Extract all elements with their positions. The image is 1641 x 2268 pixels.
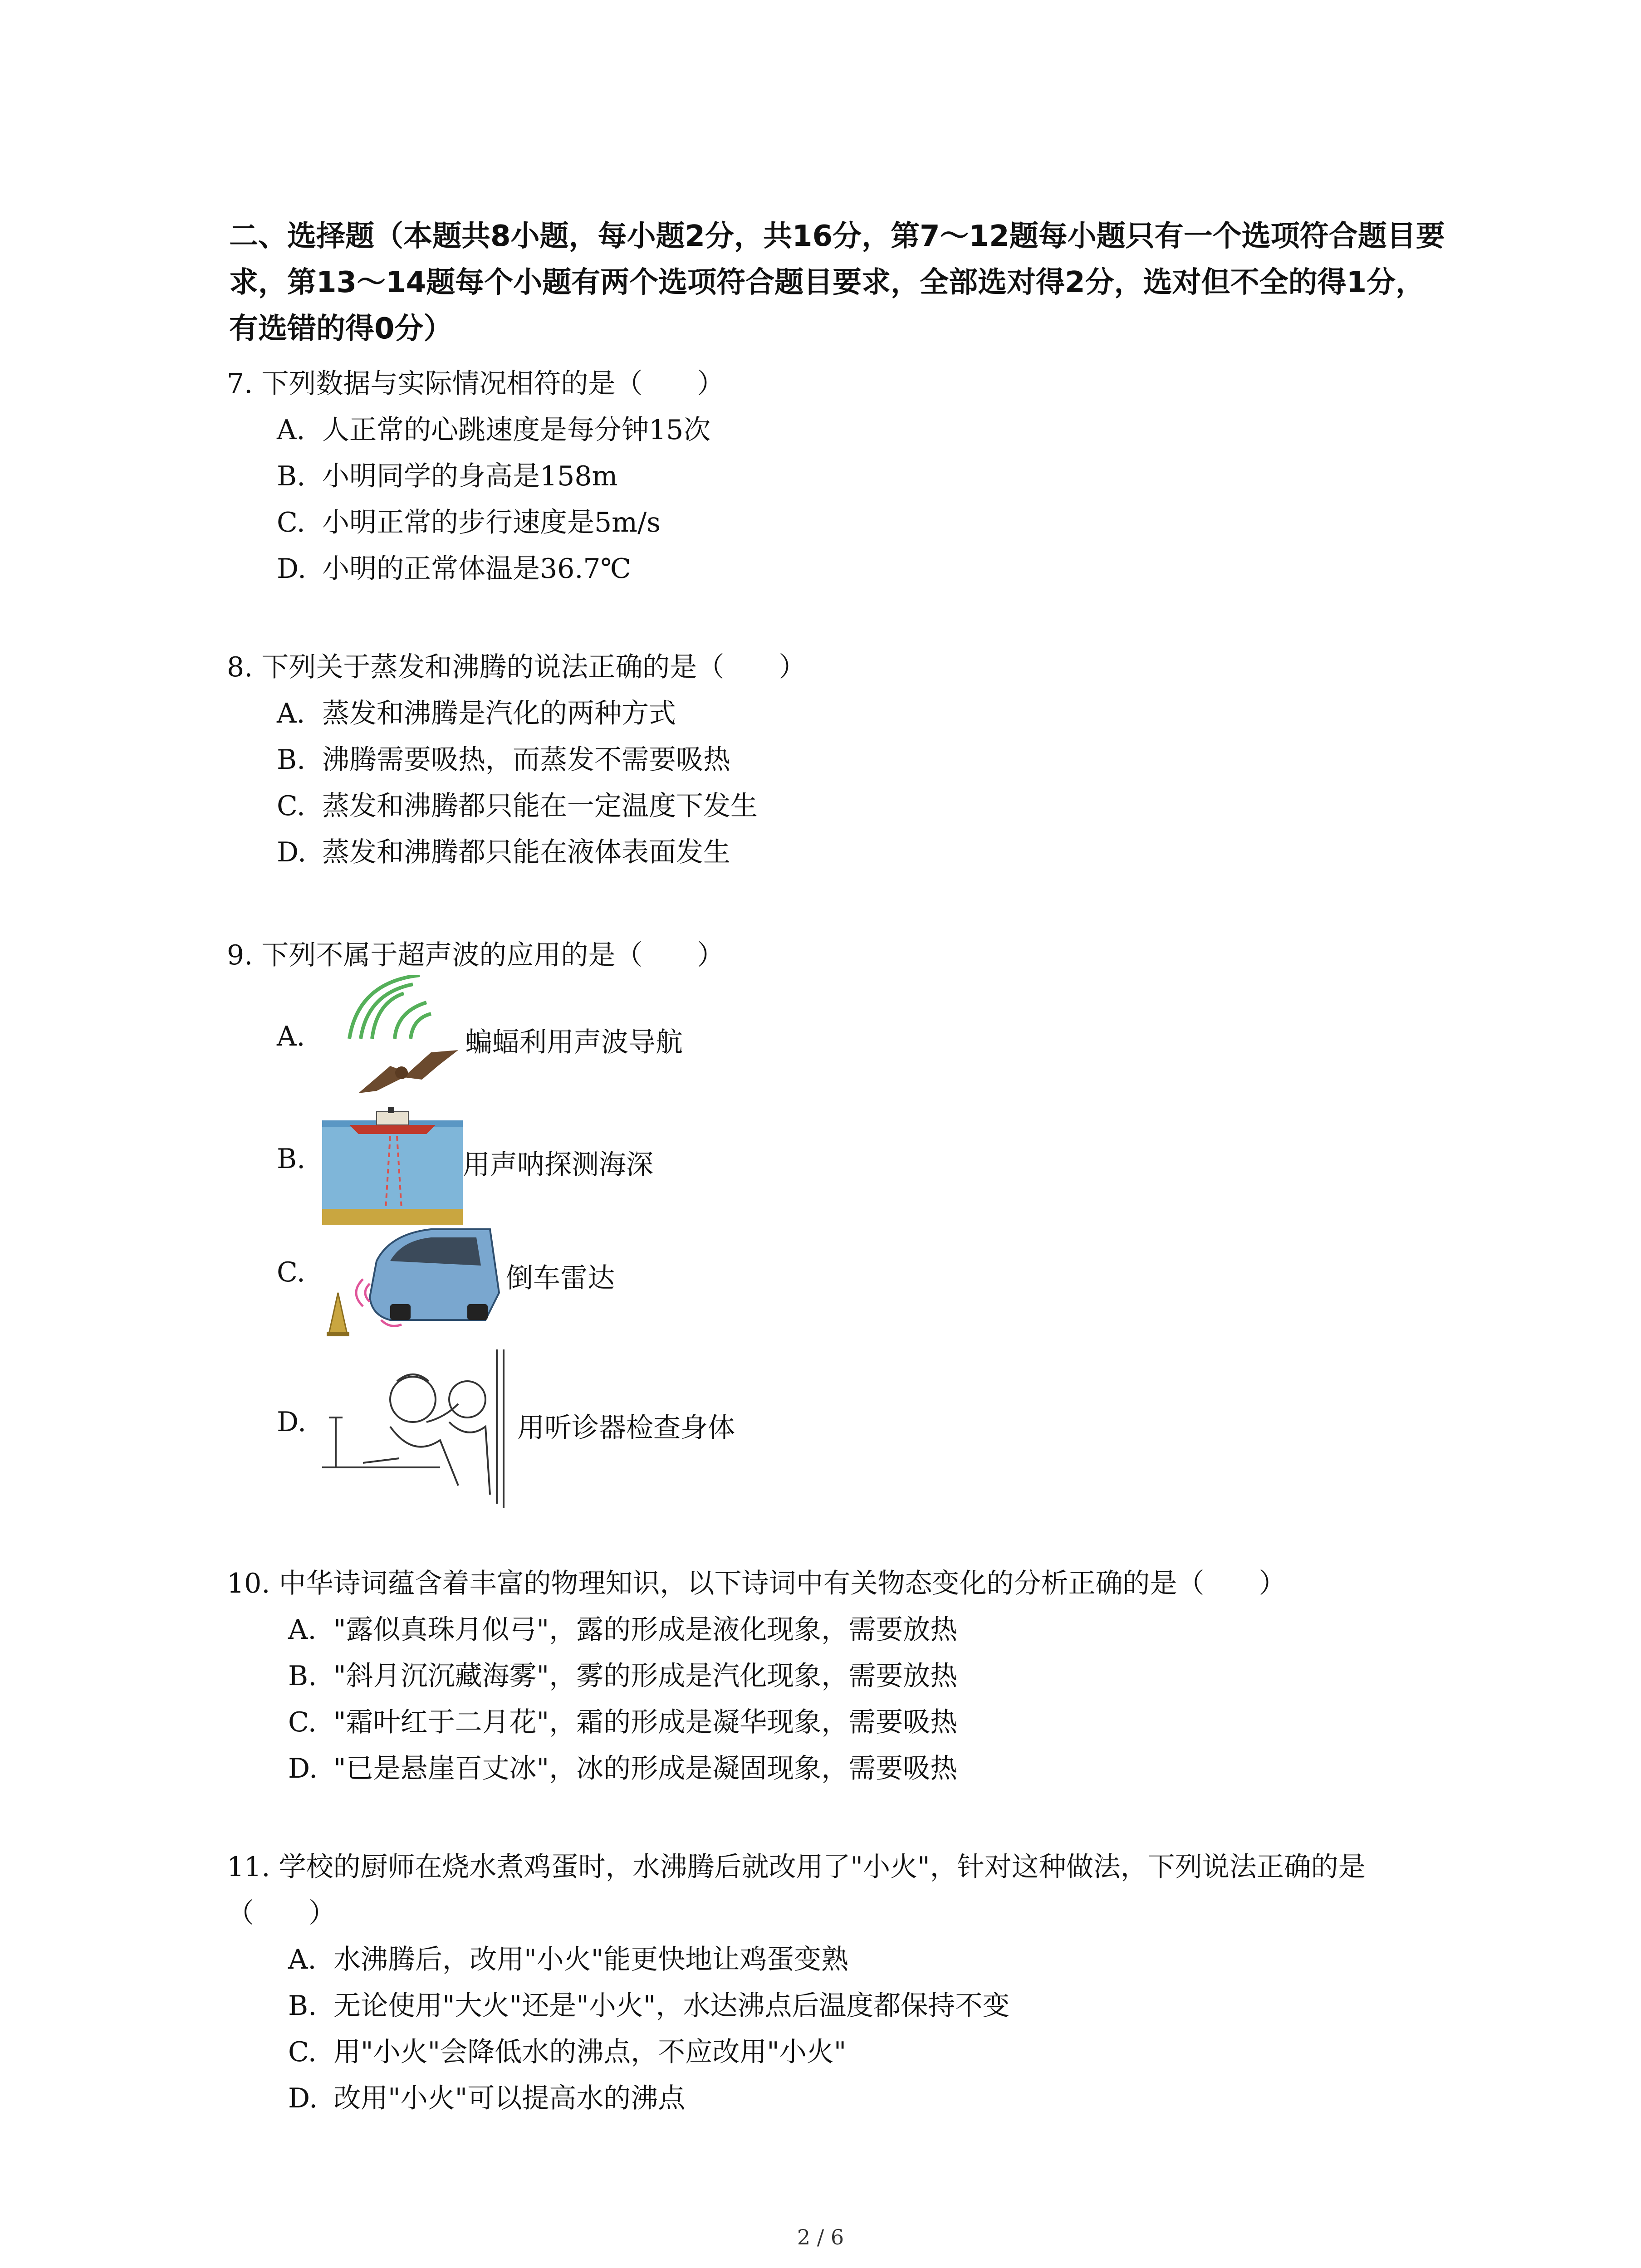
option-d[interactable]: D. "已是悬崖百丈冰"，冰的形成是凝固现象，需要吸热 [227,1745,1286,1792]
question-9 [227,932,724,978]
question-text: 中华诗词蕴含着丰富的物理知识，以下诗词中有关物态变化的分析正确的是（ ） [279,1568,1286,1599]
option-text: 小明正常的步行速度是5m/s [322,507,661,538]
option-c[interactable]: C. 小明正常的步行速度是5m/s [227,499,724,546]
question-7 [227,361,724,592]
question-text: 下列关于蒸发和沸腾的说法正确的是（ ） [261,651,806,683]
option-text: 蒸发和沸腾都只能在一定温度下发生 [322,790,758,822]
doctor-stethoscope-icon [322,1349,513,1508]
option-a[interactable]: A. 蒸发和沸腾是汽化的两种方式 [227,690,806,737]
option-c[interactable]: C. 用"小火"会降低水的沸点，不应改用"小火" [227,2029,1452,2075]
option-b[interactable]: B. 无论使用"大火"还是"小火"，水达沸点后温度都保持不变 [227,1983,1452,2029]
option-d[interactable]: D. 改用"小火"可以提高水的沸点 [227,2075,1452,2121]
option-b[interactable]: B. 沸腾需要吸热，而蒸发不需要吸热 [227,737,806,783]
option-c[interactable]: C. "霜叶红于二月花"，霜的形成是凝华现象，需要吸热 [227,1699,1286,1745]
option-text: "已是悬崖百丈冰"，冰的形成是凝固现象，需要吸热 [333,1753,958,1784]
option-text: "露似真珠月似弓"，露的形成是液化现象，需要放热 [333,1614,958,1646]
option-b[interactable]: B. "斜月沉沉藏海雾"，雾的形成是汽化现象，需要放热 [227,1653,1286,1699]
option-a[interactable]: A. "露似真珠月似弓"，露的形成是液化现象，需要放热 [227,1607,1286,1653]
question-number: 7. [227,368,253,400]
question-number: 10. [227,1568,270,1599]
option-text: "斜月沉沉藏海雾"，雾的形成是汽化现象，需要放热 [333,1660,958,1692]
question-text: 下列不属于超声波的应用的是（ ） [261,939,725,971]
section-title: 二、选择题（本题共8小题，每小题2分，共16分，第7～12题每小题只有一个选项符合题目要求，第13～14题每个小题有两个选项符合题目要求，全部选对得2分，选对但不全的得1分，有选错的得0分） [229,220,1445,346]
option-text: 小明同学的身高是158m [322,460,618,492]
car-reverse-radar-icon [322,1225,504,1338]
question-stem [227,361,724,407]
question-number: 8. [227,651,253,683]
option-text: 改用"小火"可以提高水的沸点 [333,2082,686,2114]
option-b[interactable]: B. 小明同学的身高是158m [227,453,724,499]
question-text: 下列数据与实际情况相符的是（ ） [261,368,725,400]
question-stem [227,1560,1286,1607]
option-text: 蝙蝠利用声波导航 [465,1026,683,1058]
option-text: 蒸发和沸腾是汽化的两种方式 [322,698,676,729]
option-d[interactable]: D. 蒸发和沸腾都只能在液体表面发生 [227,829,806,875]
option-a[interactable]: A. 水沸腾后，改用"小火"能更快地让鸡蛋变熟 [227,1936,1452,1983]
option-text: 倒车雷达 [506,1262,615,1294]
option-text: 用"小火"会降低水的沸点，不应改用"小火" [333,2036,847,2068]
option-text: 人正常的心跳速度是每分钟15次 [322,414,711,446]
question-number: 9. [227,939,253,971]
option-text: 用声呐探测海深 [463,1149,653,1181]
page-number: 2 / 6 [797,2225,844,2249]
option-c[interactable]: C. 蒸发和沸腾都只能在一定温度下发生 [227,783,806,829]
question-stem [227,932,724,978]
option-text: 无论使用"大火"还是"小火"，水达沸点后温度都保持不变 [333,1990,1010,2022]
question-stem [227,644,806,690]
question-number: 11. [227,1851,270,1883]
option-text: 沸腾需要吸热，而蒸发不需要吸热 [322,744,730,776]
question-stem [227,1844,1452,1936]
option-text: 小明的正常体温是36.7℃ [322,553,631,585]
option-text: 水沸腾后，改用"小火"能更快地让鸡蛋变熟 [333,1944,849,1975]
ship-sonar-icon [322,1107,463,1225]
question-11 [227,1844,1452,2121]
question-10 [227,1560,1286,1792]
option-text: 用听诊器检查身体 [517,1412,735,1444]
option-text: 蒸发和沸腾都只能在液体表面发生 [322,836,730,868]
question-text: 学校的厨师在烧水煮鸡蛋时，水沸腾后就改用了"小火"，针对这种做法，下列说法正确的是（ ） [227,1851,1366,1929]
question-8 [227,644,806,875]
bat-echolocation-icon [322,975,467,1102]
exam-page: 二、选择题（本题共8小题，每小题2分，共16分，第7～12题每小题只有一个选项符合题目要求，第13～14题每个小题有两个选项符合题目要求，全部选对得2分，选对但不全的得1分，有选错的得0分） 7. 下列数据与实际情况相符的是（ ） A. 人正常的心跳速度是每分钟15次 B. 小明同学的身高是158m C. 小明正常的步行速度是5m/s D. 小明的正常体温是36.7℃ 8. 下列关于蒸发和沸腾的说法正确的是（ ） A. 蒸发和沸腾是汽化的两种方式 B. 沸腾需要吸热，而蒸发不需要吸热 C. 蒸发和沸腾都只能在一定温度下发生 D. 蒸发和沸腾都只能在液体表面发生 9. 下列不属于超声波的应用的是（ ） A. 蝙蝠利用声波导航 B. 用声呐探测海深 C. 倒车雷达 D. 用听诊器检查身体 10. 中华诗词蕴含着丰富的物理知识，以下诗词中有关物态变化的分析正确的是（ ） A. "露似真珠月似弓"，露的形成是液化现象，需要放热 B. "斜月沉沉藏海雾"，雾的形成是汽化现象，需要放热 C. "霜叶红于二月花"，霜的形成是凝华现象，需要吸热 D. "已是悬崖百丈冰"，冰的形成是凝固现象，需要吸热 11. 学校的厨师在烧水煮鸡蛋时，水沸腾后就改用了"小火"，针对这种做法，下列说法正确的是（ ） A. 水沸腾后，改用"小火"能更快地让鸡蛋变熟 B. 无论使用"大火"还是"小火"，水达沸点后温度都保持不变 C. 用"小火"会降低水的沸点，不应改用"小火" D. 改用"小火"可以提高水的沸点 2 / 6 [0,0,1641,2268]
option-text: "霜叶红于二月花"，霜的形成是凝华现象，需要吸热 [333,1706,958,1738]
option-a[interactable]: A. 人正常的心跳速度是每分钟15次 [227,407,724,453]
option-d[interactable]: D. 小明的正常体温是36.7℃ [227,546,724,592]
